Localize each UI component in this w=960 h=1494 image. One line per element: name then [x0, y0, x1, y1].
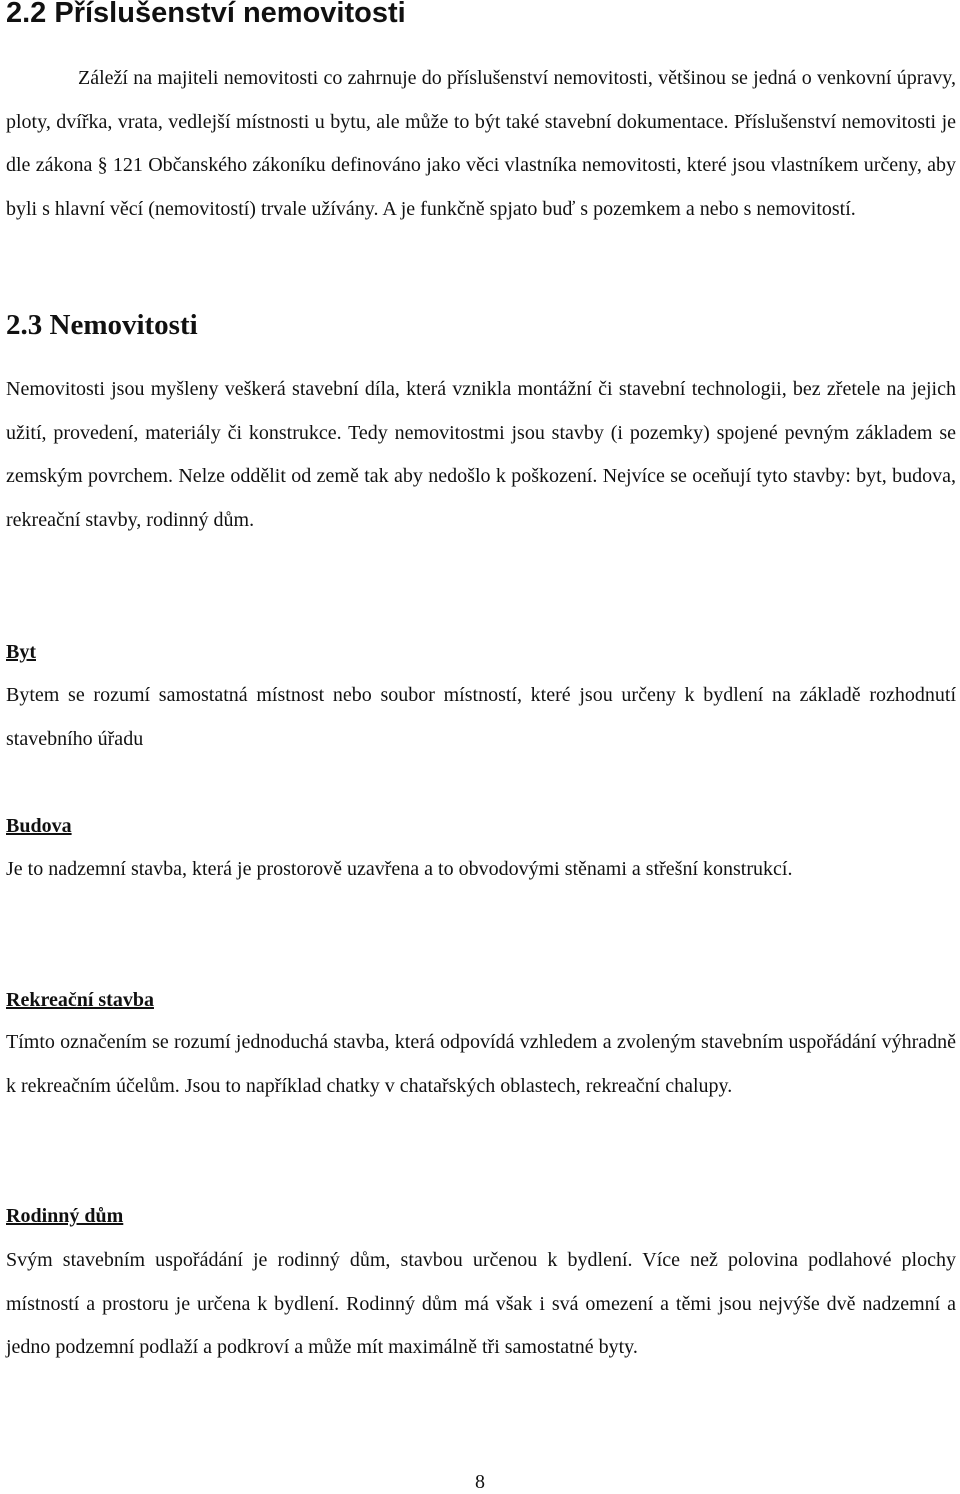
term-definition-byt: Bytem se rozumí samostatná místnost nebo soubor místností, které jsou určeny k bydlení na základě rozhodnutí stavebního úřadu	[6, 684, 956, 750]
paragraph-prislusenstvi: Záleží na majiteli nemovitosti co zahrnuje do příslušenství nemovitosti, většinou se jedná o venkovní úpravy, ploty, dvířka, vrata, vedlejší místnosti u bytu, ale může to být také stavební dokumentace. Příslušenství nemovitosti je dle zákona § 121 Občanského zákoníku definováno jako věci vlastníka nemovitosti, které jsou vlastníkem určeny, aby byli s hlavní věcí (nemovitostí) trvale užívány. A je funkčně spjato buď s pozemkem a nebo s nemovitostí.	[6, 67, 956, 220]
term-title-byt: Byt	[6, 641, 36, 663]
page-number: 8	[475, 1471, 485, 1493]
term-title-budova: Budova	[6, 815, 72, 837]
section-heading-nemovitosti: 2.3 Nemovitosti	[6, 309, 198, 341]
paragraph-nemovitosti: Nemovitosti jsou myšleny veškerá stavební díla, která vznikla montážní či stavební technologii, bez zřetele na jejich užití, provedení, materiály či konstrukce. Tedy nemovitostmi jsou stavby (i pozemky) spojené pevným základem se zemským povrchem. Nelze oddělit od země tak aby nedošlo k poškození. Nejvíce se oceňují tyto stavby: byt, budova, rekreační stavby, rodinný dům.	[6, 378, 956, 531]
term-definition-rodinny-dum: Svým stavebním uspořádání je rodinný dům, stavbou určenou k bydlení. Více než polovina podlahové plochy místností a prostoru je určena k bydlení. Rodinný dům má však i svá omezení a těmi jsou nejvýše dvě nadzemní a jedno podzemní podlaží a podkroví a může mít maximálně tři samostatné byty.	[6, 1249, 956, 1358]
term-title-rekreacni-stavba: Rekreační stavba	[6, 989, 154, 1011]
section-heading-prislusenstvi: 2.2 Příslušenství nemovitosti	[6, 0, 406, 29]
term-definition-budova: Je to nadzemní stavba, která je prostorově uzavřena a to obvodovými stěnami a střešní konstrukcí.	[6, 858, 793, 880]
term-definition-rekreacni-stavba: Tímto označením se rozumí jednoduchá stavba, která odpovídá vzhledem a zvoleným stavebním uspořádání výhradně k rekreačním účelům. Jsou to například chatky v chatařských oblastech, rekreační chalupy.	[6, 1031, 956, 1097]
term-title-rodinny-dum: Rodinný dům	[6, 1205, 124, 1227]
